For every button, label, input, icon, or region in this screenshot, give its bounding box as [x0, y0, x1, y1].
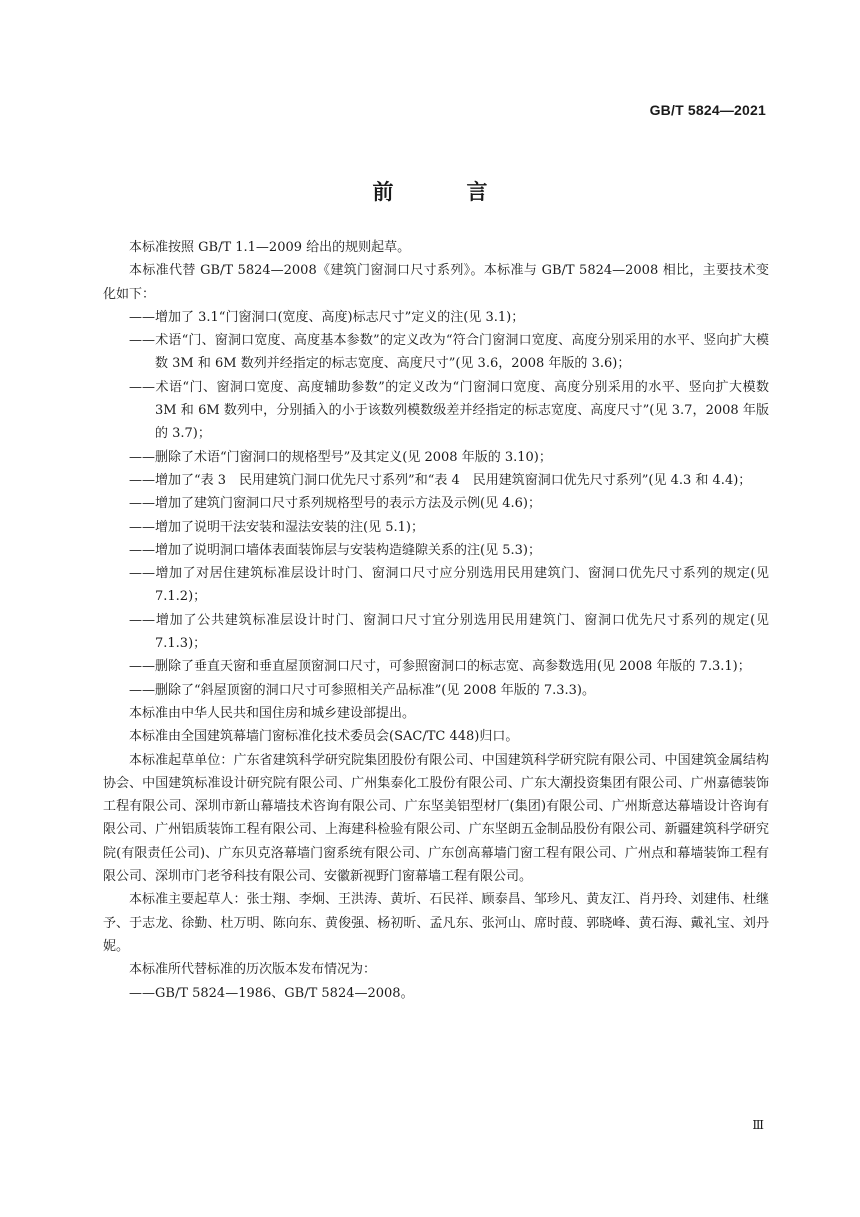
list-item: ——增加了说明干法安装和湿法安装的注(见 5.1)； — [129, 519, 424, 535]
intro-paragraph: 本标准按照 GB/T 1.1—2009 给出的规则起草。 — [129, 240, 411, 255]
page-title: 前 言 — [372, 180, 514, 204]
changes-list — [103, 306, 769, 702]
list-item: ——增加了对居住建筑标准层设计时门、窗洞口尺寸应分别选用民用建筑门、窗洞口优先尺寸系列的规定(见 7.1.2)； — [129, 566, 769, 605]
list-item: ——增加了公共建筑标准层设计时门、窗洞口尺寸宜分别选用民用建筑门、窗洞口优先尺寸系列的规定(见 7.1.3)； — [129, 612, 769, 652]
page-number: Ⅲ — [752, 1118, 764, 1132]
jurisdiction-paragraph: 本标准由全国建筑幕墙门窗标准化技术委员会(SAC/TC 448)归口。 — [129, 729, 519, 745]
list-item: ——删除了“斜屋顶窗的洞口尺寸可参照相关产品标准”(见 2008 年版的 7.3.3)。 — [129, 682, 595, 698]
list-item: ——增加了 3.1“门窗洞口(宽度、高度)标志尺寸”定义的注(见 3.1)； — [129, 309, 525, 325]
history-list-item: ——GB/T 5824—1986、GB/T 5824—2008。 — [129, 985, 414, 1001]
intro-paragraph: 本标准代替 GB/T 5824—2008《建筑门窗洞口尺寸系列》。本标准与 GB/T 5824—2008 相比，主要技术变化如下： — [103, 263, 769, 302]
list-item: ——术语“门、窗洞口宽度、高度辅助参数”的定义改为“门窗洞口宽度、高度分别采用的水平、竖向扩大模数 3M 和 6M 数列中，分别插入的小于该数列模数级差并经指定的标志宽度、高度尺寸”(见 3.7，2008 年版的 3.7)； — [129, 379, 769, 442]
foreword-body — [103, 236, 769, 1005]
list-item: ——增加了建筑门窗洞口尺寸系列规格型号的表示方法及示例(见 4.6)； — [129, 496, 541, 512]
list-item: ——术语“门、窗洞口宽度、高度基本参数”的定义改为“符合门窗洞口宽度、高度分别采用的水平、竖向扩大模数 3M 和 6M 数列并经指定的标志宽度、高度尺寸”(见 3.6，2008 年版的 3.6)； — [129, 333, 769, 372]
history-intro-paragraph: 本标准所代替标准的历次版本发布情况为： — [129, 962, 377, 978]
drafting-units-paragraph: 本标准起草单位：广东省建筑科学研究院集团股份有限公司、中国建筑科学研究院有限公司、中国建筑金属结构协会、中国建筑标准设计研究院有限公司、广州集泰化工股份有限公司、广东大潮投资集团有限公司、广州嘉德装饰工程有限公司、深圳市新山幕墙技术咨询有限公司、广东坚美铝型材厂(集团)有限公司、广州斯意达幕墙设计咨询有限公司、广州铝质装饰工程有限公司、上海建科检验有限公司、广东坚朗五金制品股份有限公司、新疆建筑科学研究院(有限责任公司)、广东贝克洛幕墙门窗系统有限公司、广东创高幕墙门窗工程有限公司、广州点和幕墙装饰工程有限公司、深圳市门老爷科技有限公司、安徽新视野门窗幕墙工程有限公司。 — [103, 752, 769, 885]
list-item: ——删除了术语“门窗洞口的规格型号”及其定义(见 2008 年版的 3.10)； — [129, 449, 552, 465]
standard-code: GB/T 5824—2021 — [649, 102, 766, 118]
proposed-by-paragraph: 本标准由中华人民共和国住房和城乡建设部提出。 — [129, 705, 416, 721]
drafters-paragraph: 本标准主要起草人：张士翔、李炯、王洪涛、黄圻、石民祥、顾泰昌、邹珍凡、黄友江、肖丹玲、刘建伟、杜继予、于志龙、徐勤、杜万明、陈向东、黄俊强、杨初昕、孟凡东、张河山、席时葭、郭晓峰、黄石海、戴礼宝、刘丹妮。 — [103, 892, 769, 954]
list-item: ——增加了说明洞口墙体表面装饰层与安装构造缝隙关系的注(见 5.3)； — [129, 542, 541, 558]
list-item: ——增加了“表 3 民用建筑门洞口优先尺寸系列”和“表 4 民用建筑窗洞口优先尺寸系列”(见 4.3 和 4.4)； — [129, 472, 752, 488]
list-item: ——删除了垂直天窗和垂直屋顶窗洞口尺寸，可参照窗洞口的标志宽、高参数选用(见 2008 年版的 7.3.1)； — [129, 659, 751, 675]
